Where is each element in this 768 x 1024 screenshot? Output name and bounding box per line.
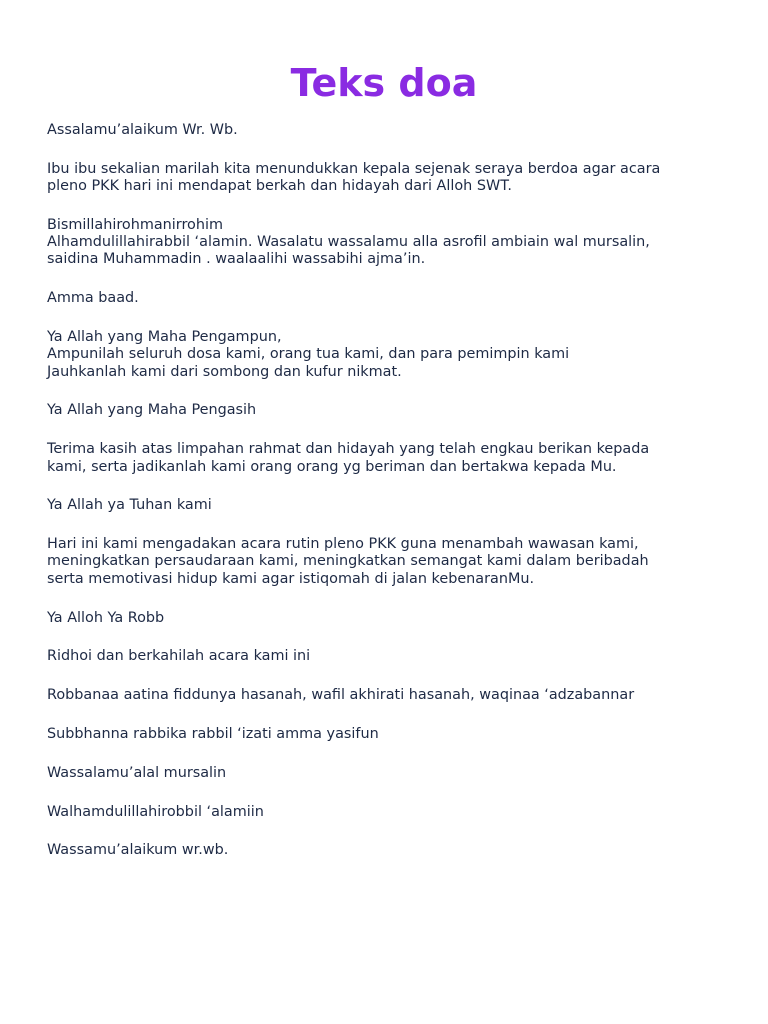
- paragraph-ya-robb: Ya Alloh Ya Robb: [47, 609, 165, 626]
- paragraph-tuhan-kami: Ya Allah ya Tuhan kami: [47, 497, 212, 514]
- document-body: [47, 122, 737, 881]
- paragraph-opening: Bismillahirohmanirrohim Alhamdulillahirabbil ‘alamin. Wasalatu wassalamu alla asrofil ambiain wal mursalin, saidina Muhammadin . waalaalihi wassabihi ajma’in.: [47, 216, 650, 268]
- paragraph-gratitude: Terima kasih atas limpahan rahmat dan hidayah yang telah engkau berikan kepada kami, serta jadikanlah kami orang orang yg beriman dan bertakwa kepada Mu.: [47, 441, 650, 475]
- document-title: Teks doa: [290, 61, 478, 105]
- paragraph-subbhanna: Subbhanna rabbika rabbil ‘izati amma yasifun: [47, 725, 379, 742]
- paragraph-closing: Wassamu’alaikum wr.wb.: [47, 842, 229, 859]
- paragraph-maha-pengasih: Ya Allah yang Maha Pengasih: [47, 402, 257, 419]
- paragraph-walhamdulillah: Walhamdulillahirobbil ‘alamiin: [47, 803, 264, 820]
- paragraph-purpose: Hari ini kami mengadakan acara rutin pleno PKK guna menambah wawasan kami, meningkatkan persaudaraan kami, meningkatkan semangat kami dalam beribadah serta memotivasi hidup kami agar istiqomah di jalan kebenaranMu.: [47, 536, 649, 587]
- paragraph-wassalamu-mursalin: Wassalamu’alal mursalin: [47, 764, 227, 781]
- paragraph-forgiveness: Ya Allah yang Maha Pengampun, Ampunilah seluruh dosa kami, orang tua kami, dan para pemimpin kami Jauhkanlah kami dari sombong dan kufur nikmat.: [47, 329, 570, 380]
- paragraph-invitation: Ibu ibu sekalian marilah kita menundukkan kepala sejenak seraya berdoa agar acara pleno PKK hari ini mendapat berkah dan hidayah dari Alloh SWT.: [47, 160, 661, 195]
- paragraph-blessing: Ridhoi dan berkahilah acara kami ini: [47, 648, 311, 665]
- paragraph-amma-baad: Amma baad.: [47, 290, 139, 307]
- paragraph-greeting: Assalamu’alaikum Wr. Wb.: [47, 122, 238, 138]
- paragraph-robbanaa: Robbanaa aatina fiddunya hasanah, wafil akhirati hasanah, waqinaa ‘adzabannar: [47, 687, 635, 704]
